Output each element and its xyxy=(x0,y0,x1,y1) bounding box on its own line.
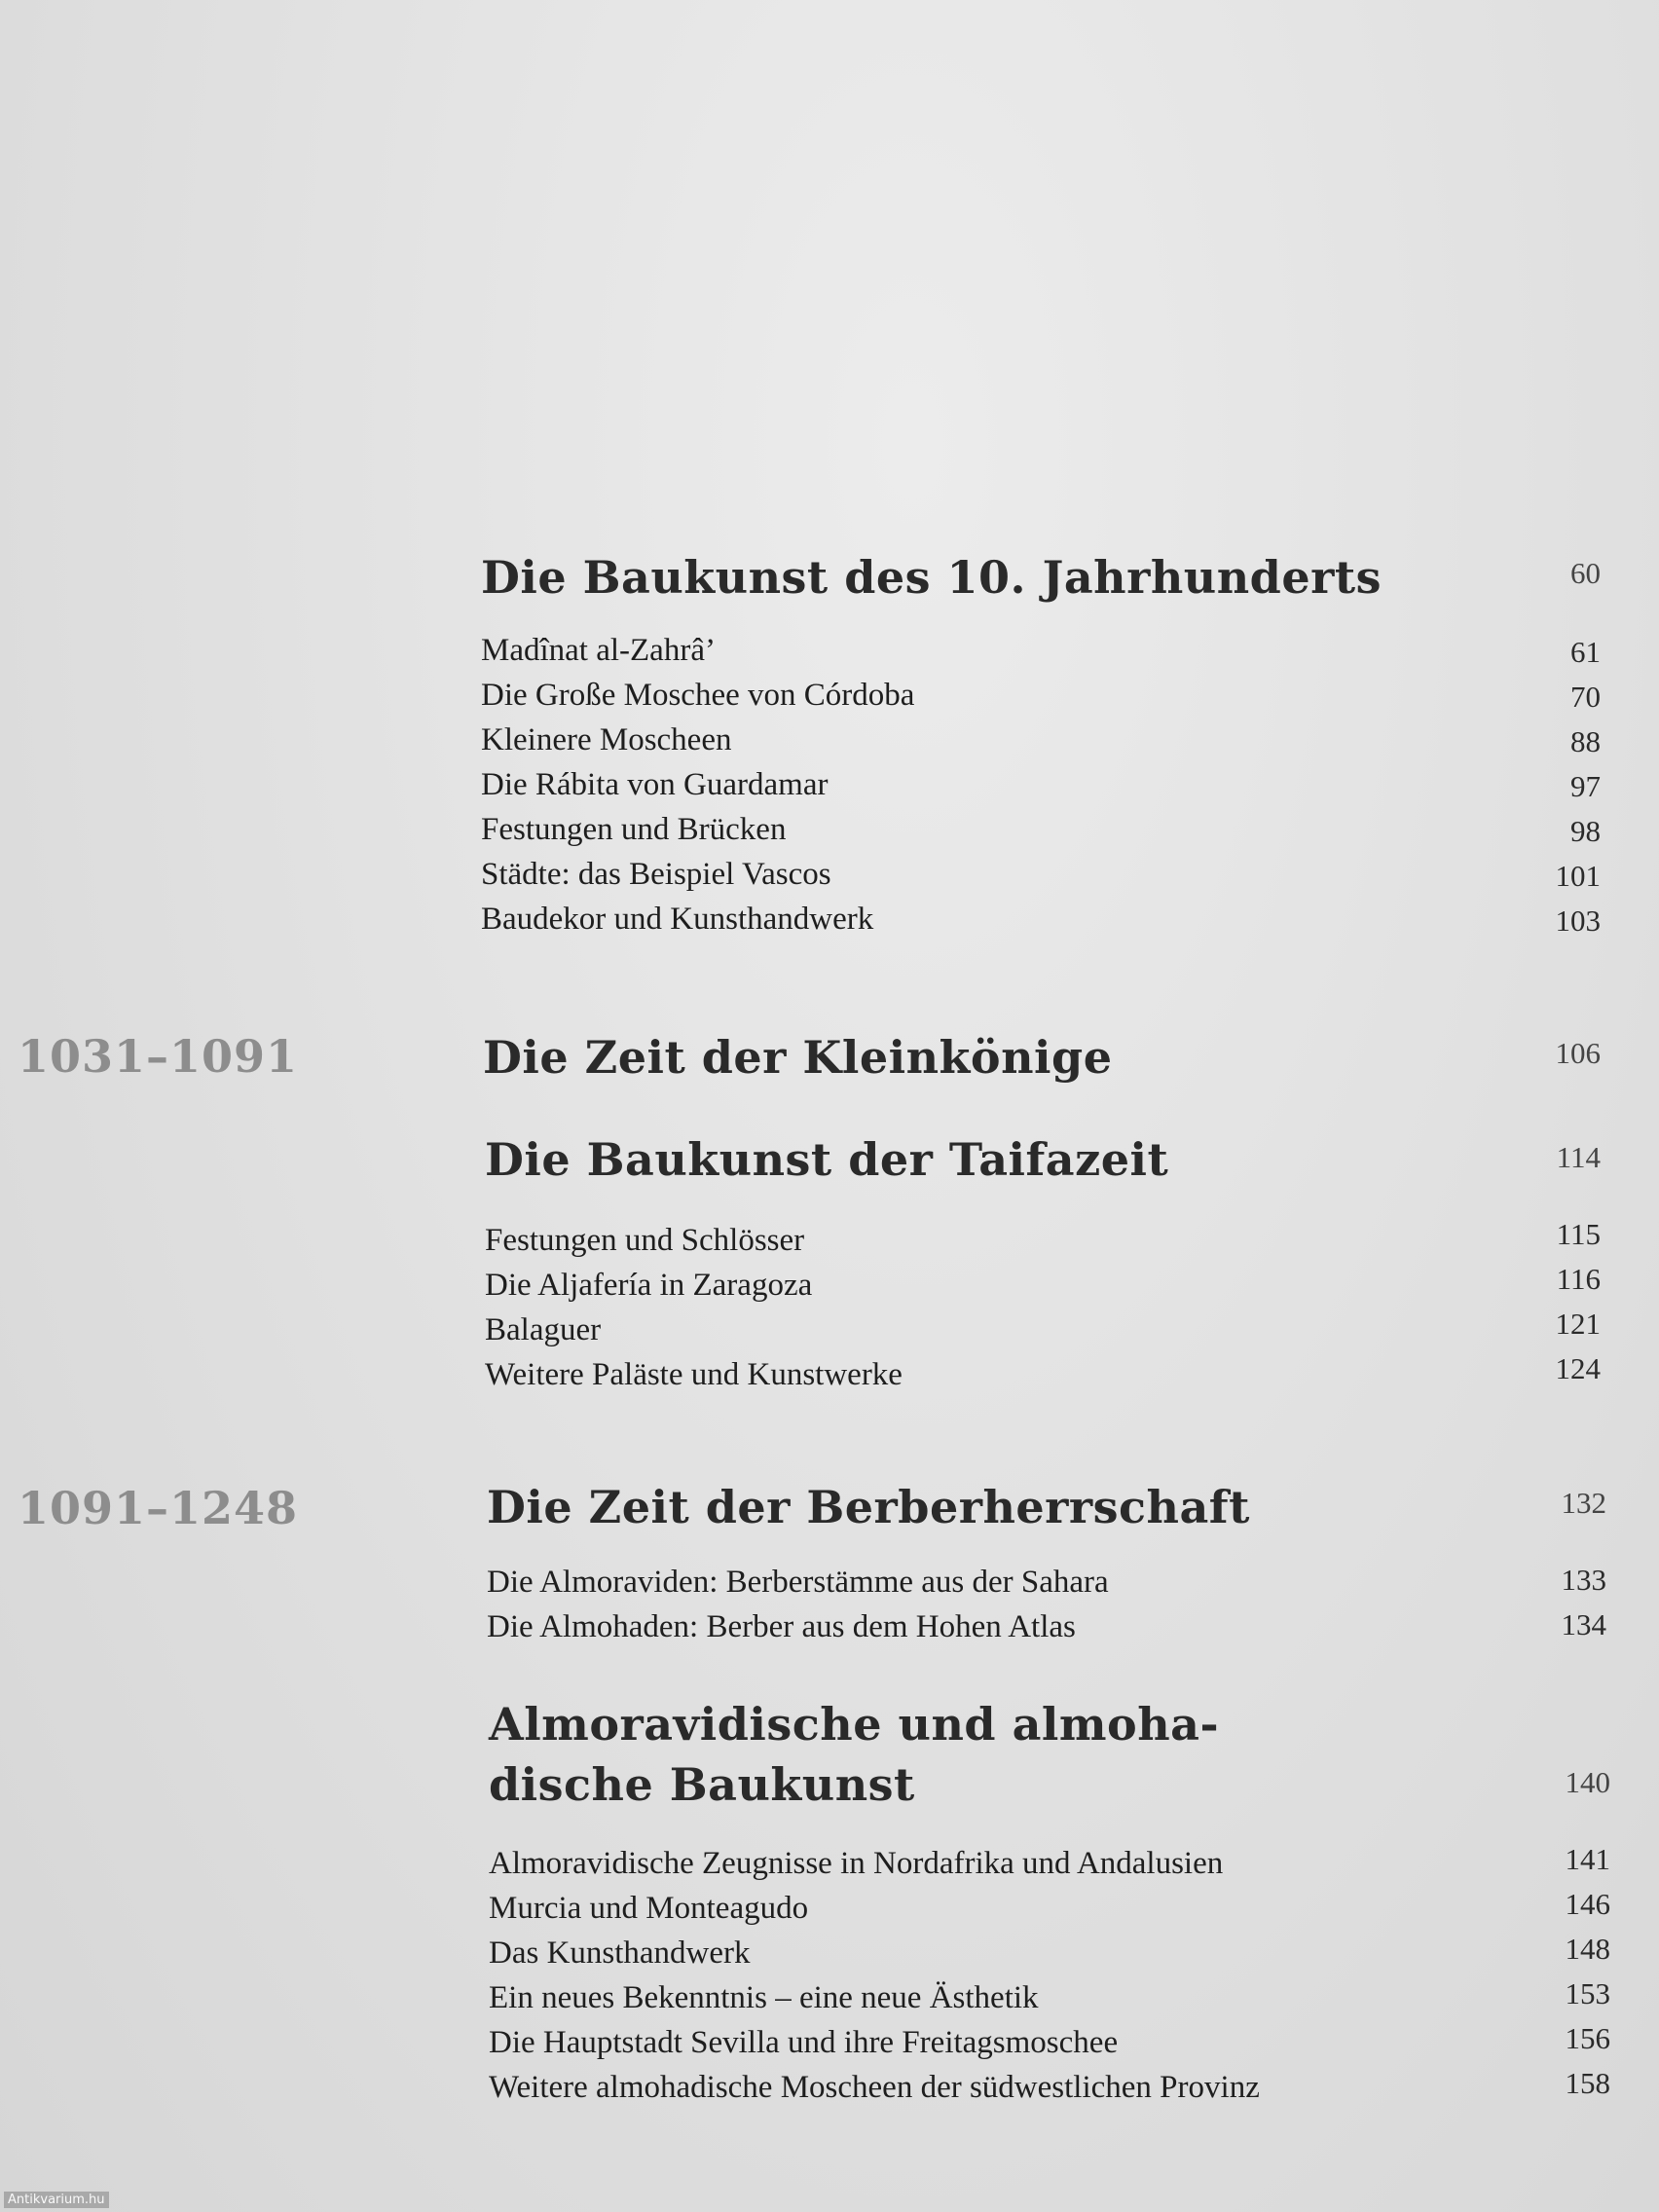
toc-entry[interactable]: Festungen und Schlösser xyxy=(485,1223,805,1258)
watermark: Antikvarium.hu xyxy=(4,2192,109,2208)
toc-entry[interactable]: Das Kunsthandwerk xyxy=(489,1936,751,1971)
toc-entry-page: 158 xyxy=(1565,2066,1610,2100)
section-heading: Die Zeit der Berberherrschaft xyxy=(487,1481,1250,1533)
section-heading-line-2: dische Baukunst xyxy=(489,1758,915,1811)
toc-entry[interactable]: Die Große Moschee von Córdoba xyxy=(481,678,915,713)
toc-entry-page: 156 xyxy=(1565,2021,1610,2055)
toc-entry-page: 98 xyxy=(1570,814,1601,848)
period-label: 1031–1091 xyxy=(18,1030,299,1083)
section-heading: Die Baukunst des 10. Jahrhunderts xyxy=(481,551,1382,604)
section-heading-line-1: Almoravidische und almoha- xyxy=(489,1698,1220,1751)
toc-entry[interactable]: Die Hauptstadt Sevilla und ihre Freitagsmoschee xyxy=(489,2025,1119,2060)
toc-entry-page: 70 xyxy=(1570,680,1601,714)
toc-entry-page: 148 xyxy=(1565,1932,1610,1966)
section-page-number: 106 xyxy=(1555,1036,1601,1070)
toc-entry[interactable]: Die Rábita von Guardamar xyxy=(481,767,829,802)
toc-entry[interactable]: Festungen und Brücken xyxy=(481,812,787,847)
period-label: 1091–1248 xyxy=(18,1482,299,1534)
toc-entry-page: 141 xyxy=(1565,1842,1610,1876)
section-page-number: 132 xyxy=(1561,1486,1606,1520)
toc-entry-page: 61 xyxy=(1570,635,1601,669)
toc-entry-page: 116 xyxy=(1556,1262,1601,1296)
toc-entry-page: 146 xyxy=(1565,1887,1610,1921)
toc-entry-page: 134 xyxy=(1561,1607,1606,1641)
section-page-number: 140 xyxy=(1565,1765,1610,1799)
toc-entry-page: 124 xyxy=(1555,1351,1601,1385)
toc-entry[interactable]: Die Almoraviden: Berberstämme aus der Sahara xyxy=(487,1565,1109,1600)
toc-entry-page: 97 xyxy=(1570,769,1601,803)
toc-entry-page: 101 xyxy=(1555,859,1601,893)
section-heading: Die Zeit der Kleinkönige xyxy=(483,1031,1113,1084)
toc-entry[interactable]: Weitere Paläste und Kunstwerke xyxy=(485,1357,903,1392)
toc-entry-page: 153 xyxy=(1565,1976,1610,2010)
toc-entry[interactable]: Baudekor und Kunsthandwerk xyxy=(481,902,874,937)
toc-entry[interactable]: Die Almohaden: Berber aus dem Hohen Atlas xyxy=(487,1609,1076,1644)
section-heading: Die Baukunst der Taifazeit xyxy=(485,1133,1169,1186)
toc-entry[interactable]: Almoravidische Zeugnisse in Nordafrika und Andalusien xyxy=(489,1846,1224,1881)
toc-entry[interactable]: Weitere almohadische Moscheen der südwestlichen Provinz xyxy=(489,2070,1260,2105)
toc-entry-page: 121 xyxy=(1555,1307,1601,1341)
toc-entry-page: 88 xyxy=(1570,724,1601,758)
section-page-number: 114 xyxy=(1556,1140,1601,1174)
toc-entry[interactable]: Madînat al-Zahrâ’ xyxy=(481,633,716,668)
toc-entry[interactable]: Kleinere Moscheen xyxy=(481,722,732,757)
toc-entry-page: 133 xyxy=(1561,1563,1606,1597)
section-page-number: 60 xyxy=(1570,556,1601,590)
toc-entry[interactable]: Die Aljafería in Zaragoza xyxy=(485,1268,813,1303)
toc-entry-page: 103 xyxy=(1555,903,1601,938)
toc-entry[interactable]: Städte: das Beispiel Vascos xyxy=(481,857,831,892)
toc-entry[interactable]: Ein neues Bekenntnis – eine neue Ästhetik xyxy=(489,1980,1039,2015)
toc-entry[interactable]: Murcia und Monteagudo xyxy=(489,1891,809,1926)
toc-entry-page: 115 xyxy=(1556,1217,1601,1251)
toc-entry[interactable]: Balaguer xyxy=(485,1312,602,1347)
